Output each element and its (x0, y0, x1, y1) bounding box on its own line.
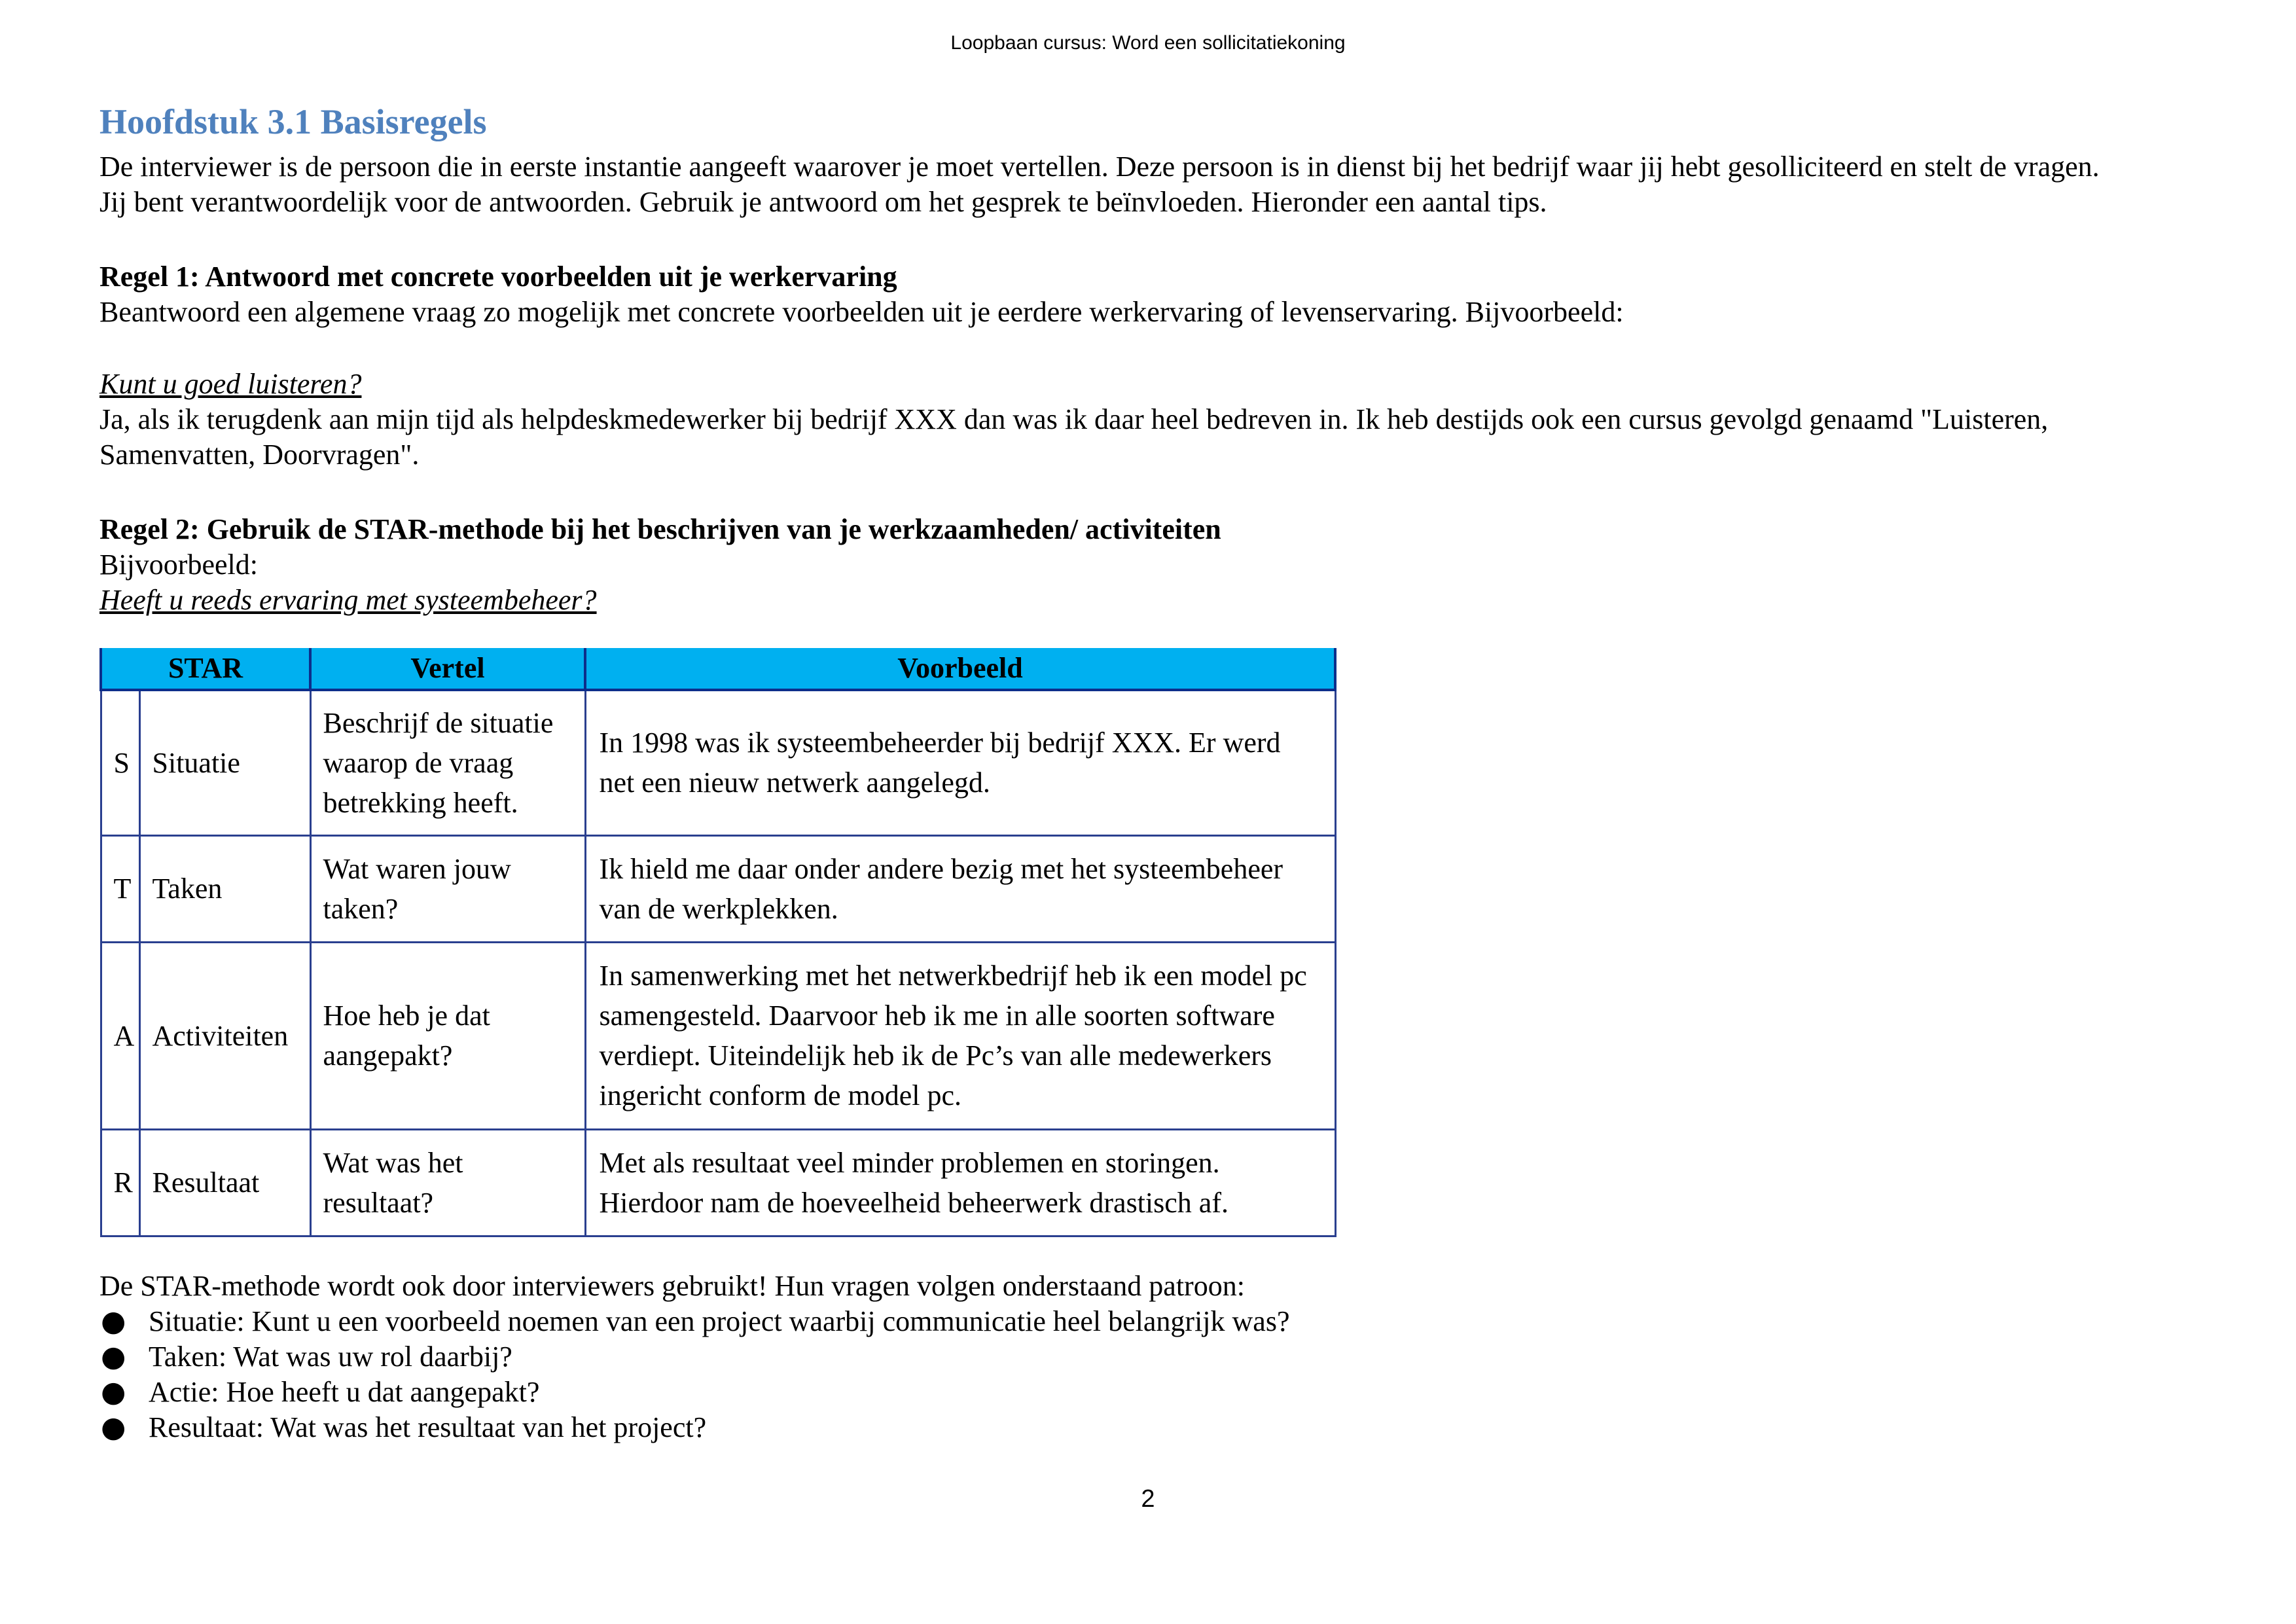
voorbeeld-cell: Met als resultaat veel minder problemen en storingen. Hierdoor nam de hoeveelheid beheerwerk drastisch af. (585, 1129, 1335, 1236)
header-star: STAR (101, 648, 310, 690)
star-step-name: Taken (139, 835, 310, 942)
intro-line-1: De interviewer is de persoon die in eerste instantie aangeeft waarover je moet vertellen. Deze persoon is in dienst bij het bedrijf waar jij hebt gesolliciteerd en stelt de vragen. (99, 151, 2100, 183)
star-table-header-row (101, 648, 1335, 690)
rule-2-title: Regel 2: Gebruik de STAR-methode bij het beschrijven van je werkzaamheden/ activiteiten (99, 513, 1221, 545)
star-letter: A (101, 942, 139, 1129)
header-vertel: Vertel (310, 648, 585, 690)
list-item-text: Situatie: Kunt u een voorbeeld noemen van een project waarbij communicatie heel belangrijk was? (149, 1305, 1290, 1337)
star-step-name: Activiteiten (139, 942, 310, 1129)
star-step-name: Situatie (139, 690, 310, 835)
intro-line-2: Jij bent verantwoordelijk voor de antwoorden. Gebruik je antwoord om het gesprek te beïnvloeden. Hieronder een aantal tips. (99, 186, 1547, 218)
bullet-icon: ● (101, 1410, 126, 1444)
voorbeeld-cell: Ik hield me daar onder andere bezig met het systeembeheer van de werkplekken. (585, 835, 1335, 942)
list-item-text: Taken: Wat was uw rol daarbij? (149, 1340, 512, 1373)
rule-1-title: Regel 1: Antwoord met concrete voorbeelden uit je werkervaring (99, 261, 897, 293)
chapter-title: Hoofdstuk 3.1 Basisregels (99, 102, 487, 141)
closing-intro: De STAR-methode wordt ook door interviewers gebruikt! Hun vragen volgen onderstaand patroon: (99, 1269, 1245, 1302)
page-number: 2 (1141, 1485, 1155, 1513)
list-item (99, 1304, 2207, 1339)
table-row (101, 1129, 1335, 1236)
vertel-cell: Beschrijf de situatie waarop de vraag betrekking heeft. (310, 690, 585, 835)
rule-2-intro: Bijvoorbeeld: (99, 549, 258, 581)
rule-1-answer-line-1: Ja, als ik terugdenk aan mijn tijd als helpdeskmedewerker bij bedrijf XXX dan was ik daar heel bedreven in. Ik heb destijds ook een cursus gevolgd genaamd "Luisteren, (99, 403, 2049, 435)
vertel-cell: Wat waren jouw taken? (310, 835, 585, 942)
list-item (99, 1339, 2207, 1375)
list-item-text: Resultaat: Wat was het resultaat van het project? (149, 1411, 707, 1443)
table-row (101, 835, 1335, 942)
vertel-cell: Wat was het resultaat? (310, 1129, 585, 1236)
voorbeeld-cell: In 1998 was ik systeembeheerder bij bedrijf XXX. Er werd net een nieuw netwerk aangelegd. (585, 690, 1335, 835)
star-letter: R (101, 1129, 139, 1236)
star-table (99, 648, 1336, 1237)
rule-1-answer-line-2: Samenvatten, Doorvragen". (99, 439, 420, 471)
vertel-cell: Hoe heb je dat aangepakt? (310, 942, 585, 1129)
star-step-name: Resultaat (139, 1129, 310, 1236)
bullet-icon: ● (101, 1304, 126, 1338)
star-letter: S (101, 690, 139, 835)
rule-2-example-question: Heeft u reeds ervaring met systeembeheer? (99, 584, 597, 616)
running-header: Loopbaan cursus: Word een sollicitatiekoning (950, 32, 1346, 54)
table-row (101, 690, 1335, 835)
interviewer-question-list (99, 1304, 2207, 1445)
table-row (101, 942, 1335, 1129)
star-letter: T (101, 835, 139, 942)
header-voorbeeld: Voorbeeld (585, 648, 1335, 690)
page-content (99, 97, 2207, 1445)
list-item-text: Actie: Hoe heeft u dat aangepakt? (149, 1375, 540, 1408)
list-item (99, 1410, 2207, 1445)
rule-1-text: Beantwoord een algemene vraag zo mogelijk met concrete voorbeelden uit je eerdere werkervaring of levenservaring. Bijvoorbeeld: (99, 296, 1624, 328)
bullet-icon: ● (101, 1375, 126, 1409)
bullet-icon: ● (101, 1339, 126, 1373)
voorbeeld-cell: In samenwerking met het netwerkbedrijf heb ik een model pc samengesteld. Daarvoor heb ik me in alle soorten software verdiept. Uiteindelijk heb ik de Pc’s van alle medewerkers ingericht conform de model pc. (585, 942, 1335, 1129)
list-item (99, 1375, 2207, 1410)
rule-1-example-question: Kunt u goed luisteren? (99, 368, 362, 400)
